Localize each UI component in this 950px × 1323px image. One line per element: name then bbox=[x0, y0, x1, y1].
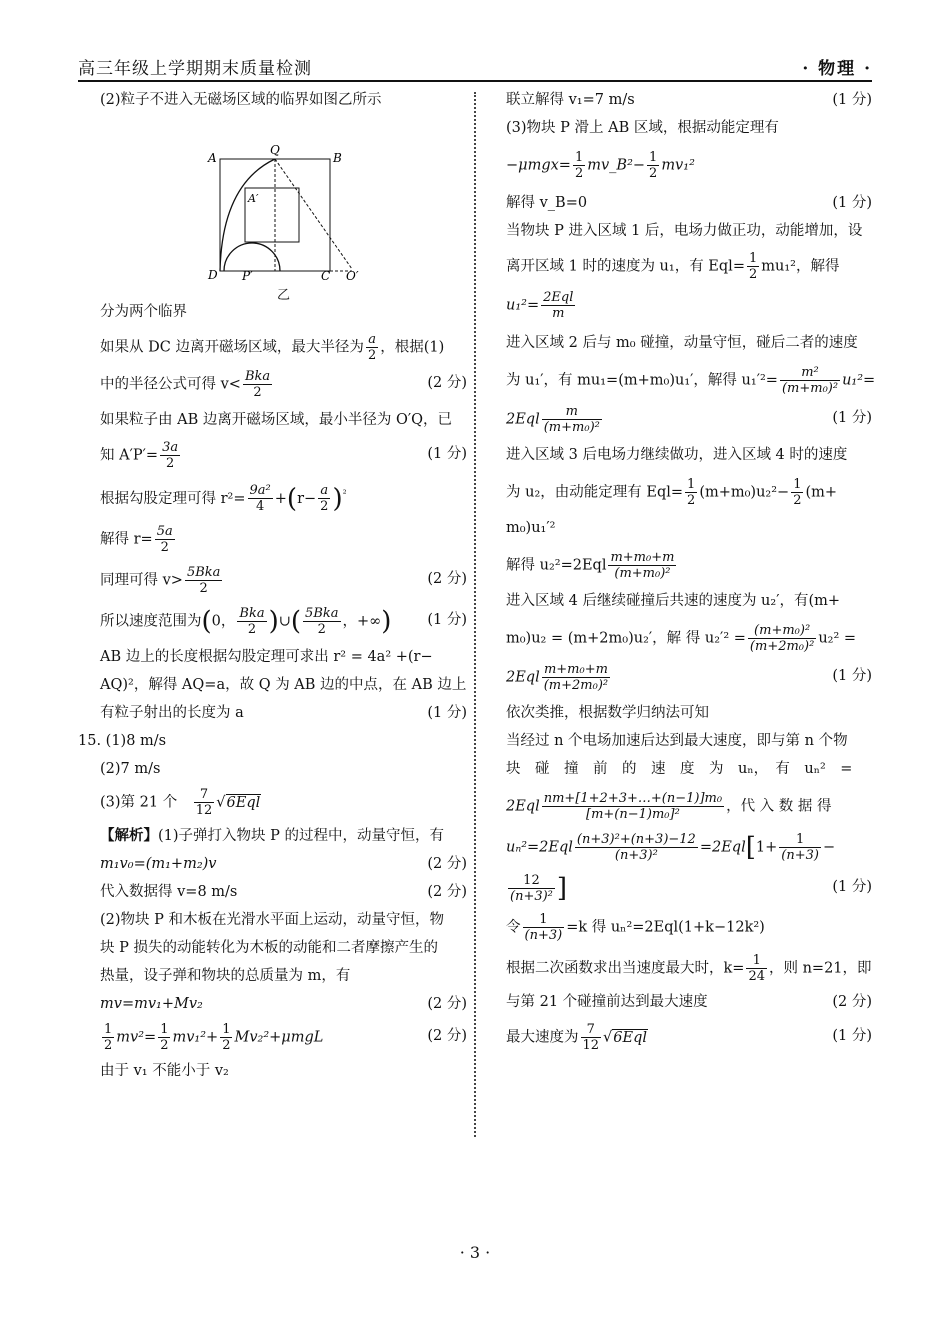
text-line: 2Eql $\frac{m}{\text{(m+m₀)²}}$ (1 分) bbox=[506, 404, 872, 435]
text-line: 代入数据得 v=8 m/s (2 分) bbox=[100, 878, 467, 906]
label-O-prime: O′ bbox=[346, 269, 359, 283]
text-line: 进入区域 3 后电场力继续做功，进入区域 4 时的速度 bbox=[506, 447, 848, 463]
score: (2 分) bbox=[427, 996, 467, 1013]
column-divider bbox=[474, 92, 476, 1137]
text-line: 如果粒子由 AB 边离开磁场区域，最小半径为 O′Q，已 bbox=[100, 412, 453, 428]
text-line: AQ)²，解得 AQ=a，故 Q 为 AB 边的中点，在 AB 边上 bbox=[100, 677, 467, 694]
text-line: 当经过 n 个电场加速后达到最大速度，即与第 n 个物 bbox=[506, 733, 848, 749]
text-line: 依次类推，根据数学归纳法可知 bbox=[506, 705, 709, 721]
text-line: m₀)u₁′² bbox=[506, 520, 556, 536]
label-A-prime: A′ bbox=[248, 192, 259, 205]
text-line: 2Eql $\frac{\text{nm+[1+2+3+…+(n−1)]m₀}}{\text{[m+(n−1)m₀]²}}$ ，代 入 数 据 得 bbox=[506, 791, 832, 822]
text-line: 当物块 P 进入区域 1 后，电场力做正功，动能增加，设 bbox=[506, 223, 863, 239]
text-line: 如果从 DC 边离开磁场区域，最大半径为 $\frac{a}{2}$ ，根据(1) bbox=[100, 332, 445, 363]
text-line: 解得 r= $\frac{5a}{2}$ bbox=[100, 524, 173, 556]
text-line: (2)粒子不进入无磁场区域的临界如图乙所示 bbox=[100, 92, 382, 108]
score: (2 分) bbox=[427, 571, 467, 588]
text-line: 所以速度范围为(0， $\frac{\text{Bka}}{2}$ )∪( $\frac{\text{5Bka}}{2}$ ，+∞) (1 分) bbox=[100, 606, 467, 638]
text-line: 有粒子射出的长度为 a (1 分) bbox=[100, 699, 467, 727]
figure-yi bbox=[100, 114, 467, 303]
text-line: 同理可得 v> $\frac{\text{5Bka}}{2}$ (2 分) bbox=[100, 565, 467, 597]
text-line: (2)物块 P 和木板在光滑水平面上运动，动量守恒，物 bbox=[100, 912, 445, 929]
score: (1 分) bbox=[427, 446, 467, 462]
text-line: $\frac{12}{\text{(n+3)²}}$ ] (1 分) bbox=[510, 873, 872, 904]
text-line: 解得 u₂²=2Eql $\frac{\text{m+m₀+m}}{\text{(m+m₀)²}}$ bbox=[506, 550, 675, 581]
text-line: u₁²= $\frac{\text{2Eql}}{m}$ bbox=[506, 290, 574, 321]
score: (1 分) bbox=[832, 92, 872, 108]
score: (2 分) bbox=[427, 856, 467, 873]
label-Q: Q bbox=[270, 143, 280, 157]
label-A: A bbox=[208, 151, 217, 165]
score: (2 分) bbox=[427, 375, 467, 391]
analysis-line: 【解析】(1)子弹打入物块 P 的过程中，动量守恒，有 bbox=[100, 827, 445, 845]
text-line: 根据勾股定理可得 r²= $\frac{\text{9a²}}{4}$ +(r− $\frac{a}{2}$ )$^{^2}$ bbox=[100, 483, 347, 515]
score: (2 分) bbox=[427, 1028, 467, 1045]
text-line: AB 边上的长度根据勾股定理可求出 r² = 4a² +(r− bbox=[100, 649, 433, 666]
text-line: 分为两个临界 bbox=[100, 304, 187, 320]
score: (1 分) bbox=[832, 668, 872, 684]
text-line: m₁v₀=(m₁+m₂)v (2 分) bbox=[100, 850, 467, 878]
answer-15-1: 15. (1)8 m/s bbox=[78, 733, 167, 750]
label-C: C bbox=[321, 269, 331, 283]
score: (2 分) bbox=[427, 884, 467, 901]
score: (1 分) bbox=[832, 195, 872, 211]
label-D: D bbox=[208, 268, 218, 282]
left-column bbox=[78, 86, 467, 1085]
text-line: 为 u₂，由动能定理有 Eql= $\frac{1}{2}$ (m+m₀)u₂²− $\frac{1}{2}$ (m+ bbox=[506, 477, 838, 508]
text-line: 解得 v_B=0 (1 分) bbox=[506, 189, 872, 217]
answer-15-2: (2)7 m/s bbox=[100, 761, 161, 778]
text-line: 为 u₁′，有 mu₁=(m+m₀)u₁′，解得 u₁′²= $\frac{\text{m²}}{\text{(m+m₀)²}}$ u₁²= bbox=[506, 365, 876, 396]
text-line: −μmgx= $\frac{1}{2}$ mv_B²− $\frac{1}{2}$ mv₁² bbox=[506, 150, 695, 181]
score: (1 分) bbox=[832, 410, 872, 426]
exam-title: 高三年级上学期期末质量检测 bbox=[78, 59, 312, 79]
text-line: 块 P 损失的动能转化为木板的动能和二者摩擦产生的 bbox=[100, 940, 438, 957]
score: (1 分) bbox=[427, 612, 467, 629]
text-line: 根据二次函数求出当速度最大时，k= $\frac{1}{24}$ ，则 n=21，即 bbox=[506, 953, 872, 984]
figure-caption: 乙 bbox=[277, 288, 291, 303]
text-line: 中的半径公式可得 v< $\frac{\text{Bka}}{2}$ (2 分) bbox=[100, 369, 467, 400]
text-line: 2Eql $\frac{\text{m+m₀+m}}{\text{(m+2m₀)²}}$ (1 分) bbox=[506, 662, 872, 693]
text-line: 令 $\frac{1}{(n+3)}$ =k 得 uₙ²=2Eql(1+k−12k²) bbox=[506, 912, 765, 943]
score: (1 分) bbox=[832, 879, 872, 895]
text-line: 热量，设子弹和物块的总质量为 m，有 bbox=[100, 968, 351, 985]
right-column bbox=[506, 86, 876, 1053]
answer-15-3: (3)第 21 个 $\frac{7}{12}$ √6Eql bbox=[100, 787, 261, 819]
text-line: m₀)u₂ = (m+2m₀)u₂′，解 得 u₂′² = $\frac{\text{(m+m₀)²}}{\text{(m+2m₀)²}}$ u₂² = bbox=[506, 623, 857, 654]
text-line: 进入区域 4 后继续碰撞后共速的速度为 u₂′，有(m+ bbox=[506, 593, 841, 609]
page-number: · 3 · bbox=[459, 1243, 491, 1262]
text-line: mv=mv₁+Mv₂ (2 分) bbox=[100, 990, 467, 1018]
text-line: 与第 21 个碰撞前达到最大速度 (2 分) bbox=[506, 988, 872, 1016]
subject-label: · 物理 · bbox=[802, 59, 872, 79]
text-line: $\frac{1}{2}$ mv²= $\frac{1}{2}$ mv₁²+ $\frac{1}{2}$ Mv₂²+μmgL (2 分) bbox=[104, 1022, 467, 1054]
analysis-tag: 【解析】 bbox=[100, 827, 158, 845]
page-header bbox=[78, 52, 872, 82]
text-line: 块 碰 撞 前 的 速 度 为 uₙ， 有 uₙ² = bbox=[506, 761, 853, 777]
label-B: B bbox=[333, 151, 342, 165]
text-line: 知 A′P′= $\frac{3a}{2}$ (1 分) bbox=[100, 440, 467, 471]
score: (2 分) bbox=[832, 994, 872, 1010]
text-line: 离开区域 1 时的速度为 u₁，有 Eql= $\frac{1}{2}$ mu₁²，解得 bbox=[506, 251, 840, 282]
text-line: 最大速度为 $\frac{7}{12}$ √6Eql (1 分) bbox=[506, 1022, 872, 1053]
text-line: 由于 v₁ 不能小于 v₂ bbox=[100, 1063, 229, 1080]
score: (1 分) bbox=[832, 1028, 872, 1044]
text-line: 联立解得 v₁=7 m/s (1 分) bbox=[506, 86, 872, 114]
text-line: uₙ²=2Eql $\frac{\text{(n+3)²+(n+3)−12}}{\text{(n+3)²}}$ =2Eql[1+ $\frac{1}{(n+3)}$ − bbox=[506, 832, 836, 863]
label-P-prime: P′ bbox=[242, 269, 253, 283]
text-line: (3)物块 P 滑上 AB 区域，根据动能定理有 bbox=[506, 120, 779, 136]
score: (1 分) bbox=[427, 705, 467, 722]
geometry-diagram bbox=[200, 114, 370, 284]
text-line: 进入区域 2 后与 m₀ 碰撞，动量守恒，碰后二者的速度 bbox=[506, 335, 858, 351]
